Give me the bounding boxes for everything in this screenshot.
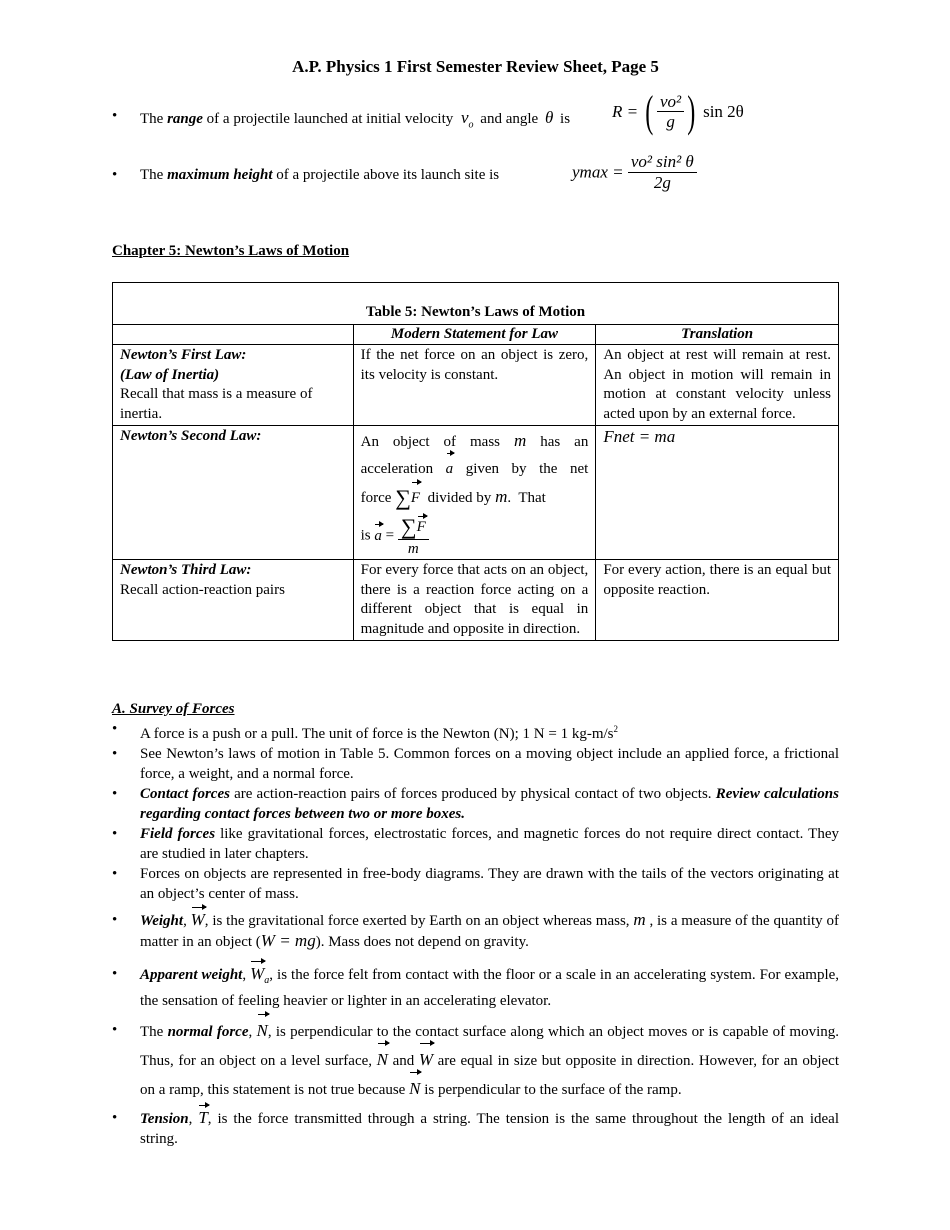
range-fraction <box>657 92 684 133</box>
law-name: Newton’s Third Law: <box>120 562 252 579</box>
max-height-fraction <box>628 152 697 193</box>
weight-vector: W <box>190 910 205 929</box>
survey-of-forces-section <box>112 700 839 1149</box>
chapter-heading: Chapter 5: Newton’s Laws of Motion <box>112 243 350 259</box>
list-item: • Weight, W, is the gravitational force exerted by Earth on an object whereas mass, m , is a measure of the quantity of matter in an object (W = mg). Mass does not depend on gravity. <box>112 910 839 950</box>
range-numerator: vo² <box>657 92 684 113</box>
translation-cell <box>596 426 839 560</box>
left-paren: ( <box>645 87 654 136</box>
range-bullet <box>112 87 839 146</box>
apparent-weight-vector: W <box>250 964 265 983</box>
max-height-pre: The <box>140 167 168 183</box>
list-item: • See Newton’s laws of motion in Table 5. Common forces on a moving object include an applied force, a frictional force, a weight, and a normal force. <box>112 746 839 782</box>
statement-cell: For every force that acts on an object, there is a reaction force acting on a different object that is equal in magnitude and opposite in direction. <box>353 560 596 641</box>
range-text-pre: The <box>140 111 168 127</box>
right-paren: ) <box>687 87 696 136</box>
max-height-term: maximum height <box>167 167 273 183</box>
table-caption: Table 5: Newton’s Laws of Motion <box>113 283 839 325</box>
list-item: • A force is a push or a pull. The unit of force is the Newton (N); 1 N = 1 $kg-m/s^2$ <box>112 721 619 742</box>
statement-cell: If the net force on an object is zero, its velocity is constant. <box>353 345 596 426</box>
column-header: Translation <box>596 324 839 345</box>
section-heading: A. Survey of Forces <box>112 701 235 717</box>
acceleration-vector: a <box>446 456 454 483</box>
max-height-numerator: vo² sin² θ <box>628 152 697 173</box>
table-row <box>113 560 839 641</box>
mass-symbol: m <box>513 431 527 450</box>
range-formula-lhs: R = <box>612 102 639 121</box>
tension-vector: T <box>198 1108 208 1127</box>
table-row <box>113 426 839 560</box>
law-note: Recall that mass is a measure of inertia. <box>120 386 313 422</box>
law-subtitle: (Law of Inertia) <box>120 366 220 383</box>
range-formula <box>612 87 744 136</box>
list-item: • Tension, T, is the force transmitted through a string. The tension is the same throughout the length of an ideal string. <box>112 1108 840 1147</box>
max-height-post: of a projectile above its launch site is <box>272 167 500 183</box>
range-text-mid: and angle <box>480 111 539 127</box>
statement-cell: An object of mass m has an acceleration a given by the net force ∑F divided by m. That is a = $\frac{\sum F}{m}$ <box>353 426 596 560</box>
list-item: • Contact forces are action-reaction pairs of forces produced by physical contact of two objects. Review calculations regarding contact forces between two or more boxes. <box>112 786 839 822</box>
column-header: Modern Statement for Law <box>353 324 596 345</box>
newtons-laws-table <box>112 282 839 641</box>
law-name: Newton’s Second Law: <box>120 428 262 444</box>
list-item: • Field forces like gravitational forces, electrostatic forces, and magnetic forces do not require direct contact. They are studied in later chapters. <box>112 826 840 862</box>
range-text-is: is <box>560 111 571 127</box>
list-item: • Apparent weight, $W_a$, is the force felt from contact with the floor or a scale in an accelerating system. For example, the sensation of feeling heavier or lighter in an accelerating elevator. <box>112 964 840 1009</box>
forces-list <box>112 719 839 1149</box>
page-title: A.P. Physics 1 First Semester Review Sheet, Page 5 <box>292 57 659 76</box>
translation-cell: An object at rest will remain at rest. An object in motion will remain in motion at constant velocity unless acted upon by an external force. <box>596 345 839 426</box>
bullet-marker: • <box>112 167 118 183</box>
range-formula-tail: sin 2θ <box>703 102 744 121</box>
table-header-row <box>113 324 839 345</box>
normal-force-vector: N <box>257 1017 268 1044</box>
law-cell <box>113 345 354 426</box>
law-cell <box>113 560 354 641</box>
v0-symbol: $v_o$ <box>461 108 474 131</box>
bullet-marker: • <box>112 108 118 124</box>
max-height-denominator: 2g <box>653 172 671 192</box>
max-height-lhs: ymax = <box>572 162 624 182</box>
list-item: • The normal force, N, is perpendicular to the contact surface along which an object moves or is capable of moving. Thus, for an object on a level surface, N and W are equal in size but opposite in direction. However, for an object on a ramp, this statement is not true because N is perpendicular to the surface of the ramp. <box>112 1017 839 1104</box>
law-note: Recall action-reaction pairs <box>120 581 285 598</box>
law-name: Newton’s First Law: <box>120 347 247 363</box>
force-vector: F <box>411 485 420 512</box>
range-text-post: of a projectile launched at initial velocity <box>202 111 454 127</box>
range-term: range <box>167 111 203 127</box>
table-row <box>113 345 839 426</box>
column-header <box>113 324 354 345</box>
max-height-formula <box>572 152 697 193</box>
max-height-bullet <box>112 152 839 203</box>
list-item: • Forces on objects are represented in free-body diagrams. They are drawn with the tails of the vectors originating at an object’s center of mass. <box>112 866 839 902</box>
theta-symbol: θ <box>544 108 554 127</box>
law-cell <box>113 426 354 560</box>
translation-cell: For every action, there is an equal but opposite reaction. <box>596 560 839 641</box>
range-denominator: g <box>666 112 675 132</box>
second-law-formula: Fnet = ma <box>603 427 676 446</box>
